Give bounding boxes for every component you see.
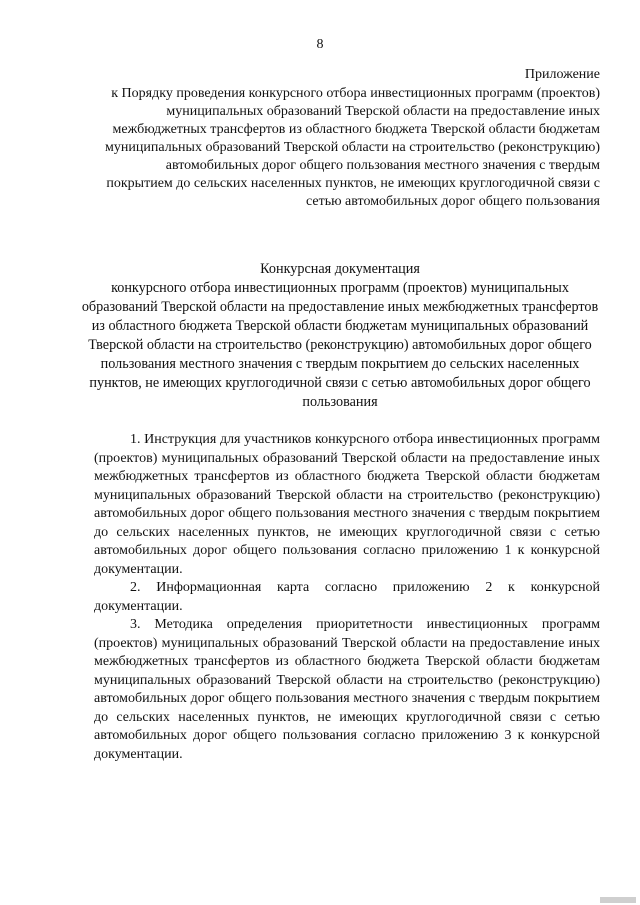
list-item: 2. Информационная карта согласно приложению 2 к конкурсной документации. — [94, 580, 600, 614]
appendix-block — [100, 66, 600, 211]
document-body — [94, 431, 600, 764]
heading-title: Конкурсная документация — [260, 261, 420, 277]
list-item: 1. Инструкция для участников конкурсного отбора инвестиционных программ (проектов) муниципальных образований Тверской области на предоставление иных межбюджетных трансфертов из областного бюджета Тверской области бюджетам муниципальных образований Тверской области на строительство (реконструкцию) автомобильных дорог общего пользования местного значения с твердым покрытием до сельских населенных пунктов, не имеющих круглогодичной связи с сетью автомобильных дорог общего пользования согласно приложению 1 к конкурсной документации. — [94, 432, 600, 577]
document-heading — [80, 260, 600, 412]
list-item: 3. Методика определения приоритетности инвестиционных программ (проектов) муниципальных образований Тверской области на предоставление иных межбюджетных трансфертов из областного бюджета Тверской области бюджетам муниципальных образований Тверской области на строительство (реконструкцию) автомобильных дорог общего пользования местного значения с твердым покрытием до сельских населенных пунктов, не имеющих круглогодичной связи с сетью автомобильных дорог общего пользования согласно приложению 3 к конкурсной документации. — [94, 617, 600, 762]
heading-subtitle: конкурсного отбора инвестиционных программ (проектов) муниципальных образований Тверской области на предоставление иных межбюджетных трансфертов из областного бюджета Тверской области бюджетам муниципальных образований Тверской области на строительство (реконструкцию) автомобильных дорог общего пользования местного значения с твердым покрытием до сельских населенных пунктов, не имеющих круглогодичной связи с сетью автомобильных дорог общего пользования — [81, 280, 599, 410]
page-number: 8 — [316, 37, 324, 52]
appendix-title: Приложение — [524, 67, 600, 82]
scan-artifact — [600, 897, 636, 903]
appendix-reference: к Порядку проведения конкурсного отбора инвестиционных программ (проектов) муниципальных образований Тверской области на предоставление иных межбюджетных трансфертов из областного бюджета Тверской области бюджетам муниципальных образований Тверской области на строительство (реконструкцию) автомобильных дорог общего пользования местного значения с твердым покрытием до сельских населенных пунктов, не имеющих круглогодичной связи с сетью автомобильных дорог общего пользования — [105, 86, 600, 209]
